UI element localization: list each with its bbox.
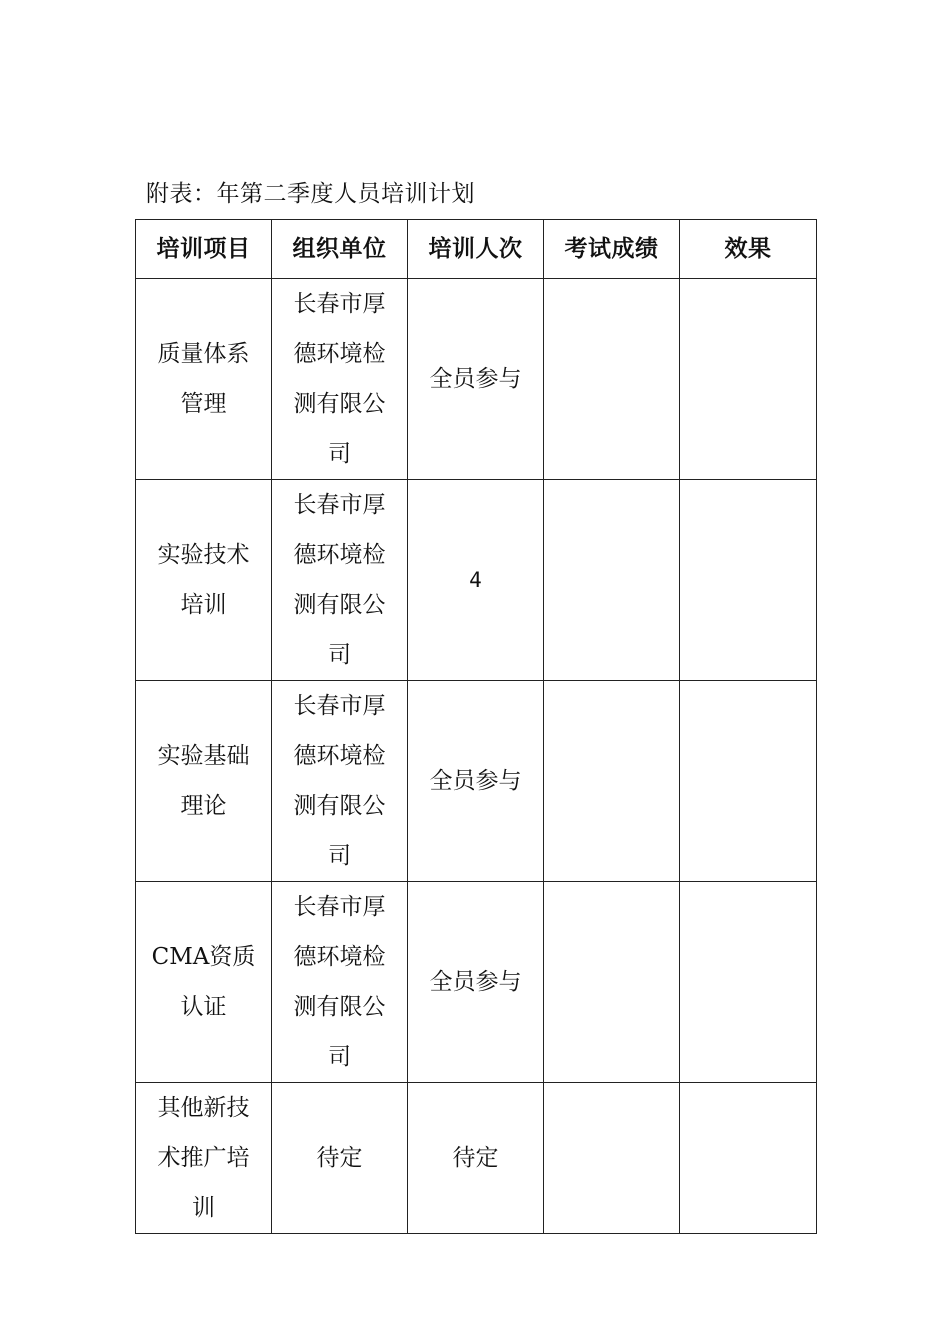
cell-participants [408, 681, 544, 882]
participants-value: 全员参与 [429, 366, 522, 392]
cell-effect [680, 882, 817, 1083]
table-header-row [136, 220, 817, 279]
cell-participants [408, 1083, 544, 1234]
table-row [136, 882, 817, 1083]
cell-exam-score [544, 1083, 680, 1234]
cell-exam-score [544, 681, 680, 882]
cell-participants [408, 480, 544, 681]
cell-exam-score [544, 882, 680, 1083]
cell-project [136, 681, 272, 882]
project-name: 实验基础理论 [157, 743, 250, 819]
cell-project [136, 882, 272, 1083]
cell-organizer [272, 681, 408, 882]
cell-exam-score [544, 279, 680, 480]
project-name: 实验技术培训 [157, 542, 250, 618]
cell-effect [680, 480, 817, 681]
project-name: 其他新技术推广培训 [157, 1095, 250, 1221]
header-effect: 效果 [680, 220, 817, 279]
cell-participants [408, 882, 544, 1083]
participants-value: 全员参与 [429, 969, 522, 995]
table-row [136, 279, 817, 480]
project-name: 质量体系管理 [157, 341, 250, 417]
header-exam-score: 考试成绩 [544, 220, 680, 279]
table-row [136, 681, 817, 882]
cell-organizer [272, 279, 408, 480]
cell-organizer [272, 480, 408, 681]
participants-value: 全员参与 [429, 768, 522, 794]
cell-exam-score [544, 480, 680, 681]
table-row [136, 1083, 817, 1234]
header-project: 培训项目 [136, 220, 272, 279]
participants-value: 待定 [452, 1145, 499, 1171]
organizer-name: 长春市厚德环境检测有限公司 [293, 693, 386, 869]
organizer-name: 长春市厚德环境检测有限公司 [293, 492, 386, 668]
cell-effect [680, 279, 817, 480]
table-caption: 附表：年第二季度人员培训计划 [146, 181, 475, 207]
organizer-name: 长春市厚德环境检测有限公司 [293, 291, 386, 467]
organizer-name: 长春市厚德环境检测有限公司 [293, 894, 386, 1070]
header-organizer: 组织单位 [272, 220, 408, 279]
cell-project [136, 279, 272, 480]
organizer-name: 待定 [316, 1145, 363, 1171]
cell-organizer [272, 1083, 408, 1234]
table-row [136, 480, 817, 681]
participants-value: 4 [469, 568, 482, 592]
header-participants: 培训人次 [408, 220, 544, 279]
cell-effect [680, 681, 817, 882]
training-plan-table [135, 219, 817, 1234]
project-name: CMA资质认证 [151, 944, 256, 1020]
cell-effect [680, 1083, 817, 1234]
cell-participants [408, 279, 544, 480]
cell-project [136, 480, 272, 681]
cell-project [136, 1083, 272, 1234]
cell-organizer [272, 882, 408, 1083]
